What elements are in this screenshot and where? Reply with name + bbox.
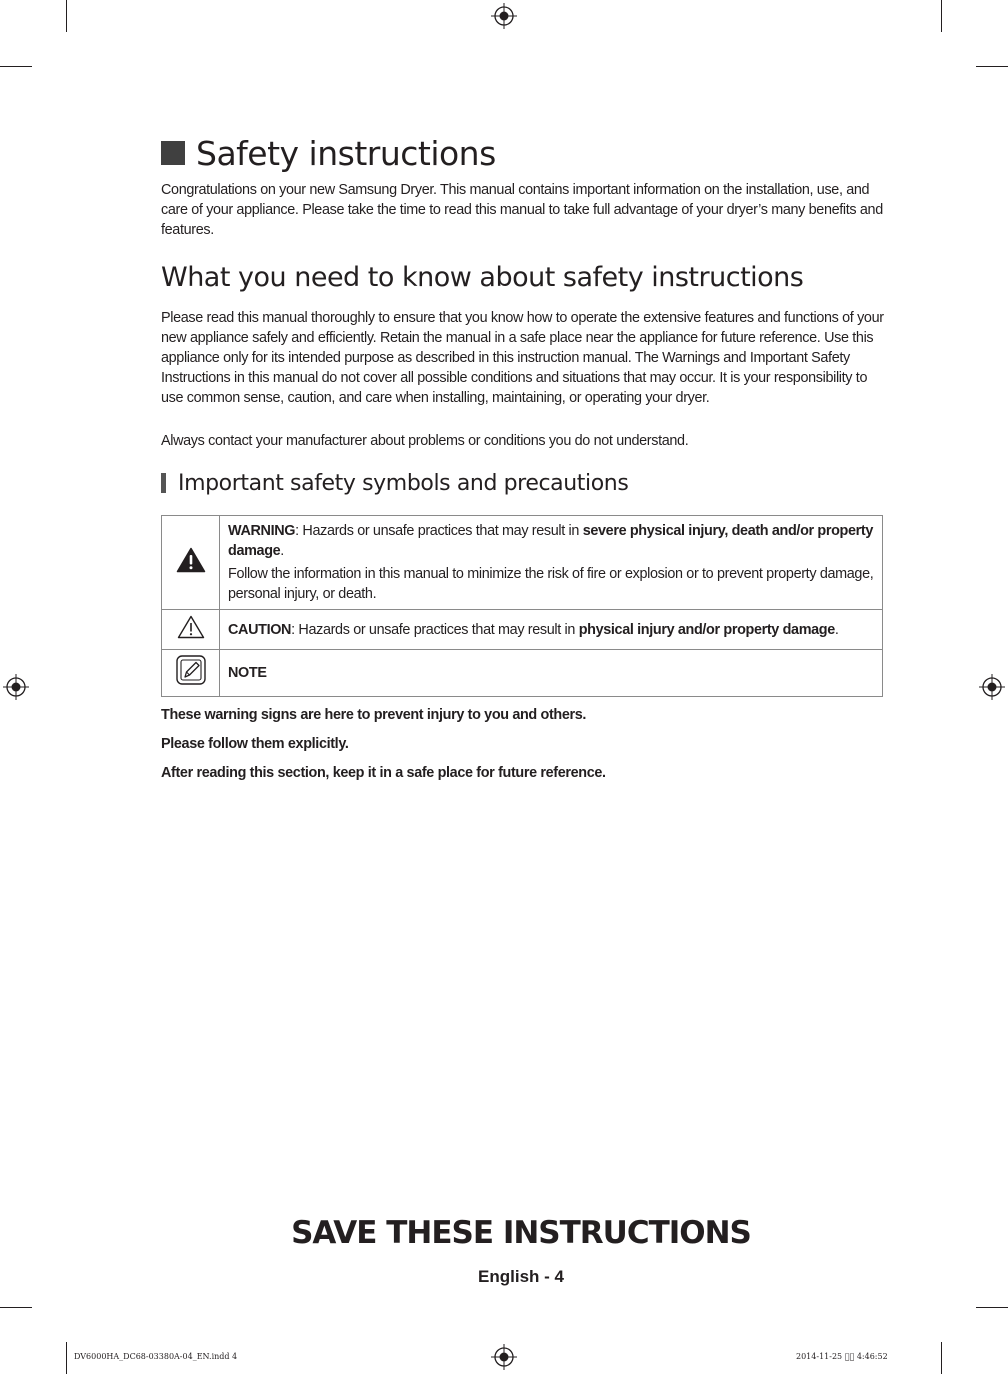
warning-text-cell	[220, 516, 883, 610]
heading-bar-icon	[161, 473, 166, 493]
crop-mark	[941, 0, 942, 32]
warning-icon-cell	[162, 516, 220, 610]
subsection-heading-text: Important safety symbols and precautions	[178, 470, 629, 496]
warning-filled-triangle-icon	[176, 547, 206, 573]
section-paragraph: Please read this manual thoroughly to ensure that you know how to operate the extensive features and functions of your new appliance safely and efficiently. Retain the manual in a safe place near the appliance for future reference. Use this appliance only for its intended purpose as described in this instruction manual. The Warnings and Important Safety Instructions in this manual do not cover all possible conditions and situations that may occur. It is your responsibility to use common sense, caution, and care when installing, maintaining, or operating your dryer.	[161, 310, 884, 406]
closing-line: After reading this section, keep it in a safe place for future reference.	[161, 765, 606, 781]
caution-definition: CAUTION: Hazards or unsafe practices that may result in physical injury and/or property damage.	[228, 621, 839, 638]
caution-icon-cell	[162, 610, 220, 650]
note-label: NOTE	[228, 665, 267, 681]
caution-label: CAUTION	[228, 621, 292, 638]
registration-mark-icon	[491, 1344, 517, 1370]
crop-mark	[976, 1307, 1008, 1308]
section-heading: What you need to know about safety instructions	[161, 262, 804, 293]
crop-mark	[66, 1342, 67, 1374]
registration-mark-icon	[491, 3, 517, 29]
slug-timestamp: 2014-11-25 ￿￿ 4:46:52	[796, 1352, 888, 1361]
crop-mark	[0, 1307, 32, 1308]
save-instructions-banner: SAVE THESE INSTRUCTIONS	[291, 1215, 751, 1251]
slug-filename: DV6000HA_DC68-03380A-04_EN.indd 4	[74, 1352, 238, 1361]
registration-mark-icon	[979, 674, 1005, 700]
table-row-warning	[162, 516, 883, 610]
table-row-caution	[162, 610, 883, 650]
warning-detail: Follow the information in this manual to minimize the risk of fire or explosion or to prevent property damage, personal injury, or death.	[228, 566, 874, 602]
caution-outline-triangle-icon	[177, 615, 205, 639]
caution-emphasis: physical injury and/or property damage	[578, 621, 835, 638]
warning-label: WARNING	[228, 523, 296, 539]
crop-mark	[976, 66, 1008, 67]
crop-mark	[941, 1342, 942, 1374]
title-square-icon	[161, 141, 185, 165]
page-title-text: Safety instructions	[196, 133, 496, 173]
closing-line: These warning signs are here to prevent injury to you and others.	[161, 707, 587, 723]
safety-symbols-table	[161, 515, 883, 697]
note-icon	[175, 654, 207, 686]
caution-text-cell	[220, 610, 883, 650]
page-number: English - 4	[478, 1267, 564, 1286]
subsection-heading	[161, 469, 628, 497]
registration-mark-icon	[3, 674, 29, 700]
crop-mark	[66, 0, 67, 32]
page-title	[161, 132, 496, 174]
intro-paragraph: Congratulations on your new Samsung Dryer. This manual contains important information on the installation, use, and care of your appliance. Please take the time to read this manual to take full advantage of your dryer’s many benefits and features.	[161, 182, 883, 238]
warning-definition: WARNING: Hazards or unsafe practices that may result in severe physical injury, death and/or property damage.	[228, 523, 873, 559]
section-paragraph: Always contact your manufacturer about problems or conditions you do not understand.	[161, 433, 689, 449]
warning-emphasis: severe physical injury, death and/or property damage	[228, 523, 873, 559]
note-icon-cell	[162, 650, 220, 697]
note-text-cell	[220, 650, 883, 697]
crop-mark	[0, 66, 32, 67]
closing-line: Please follow them explicitly.	[161, 736, 349, 752]
table-row-note	[162, 650, 883, 697]
